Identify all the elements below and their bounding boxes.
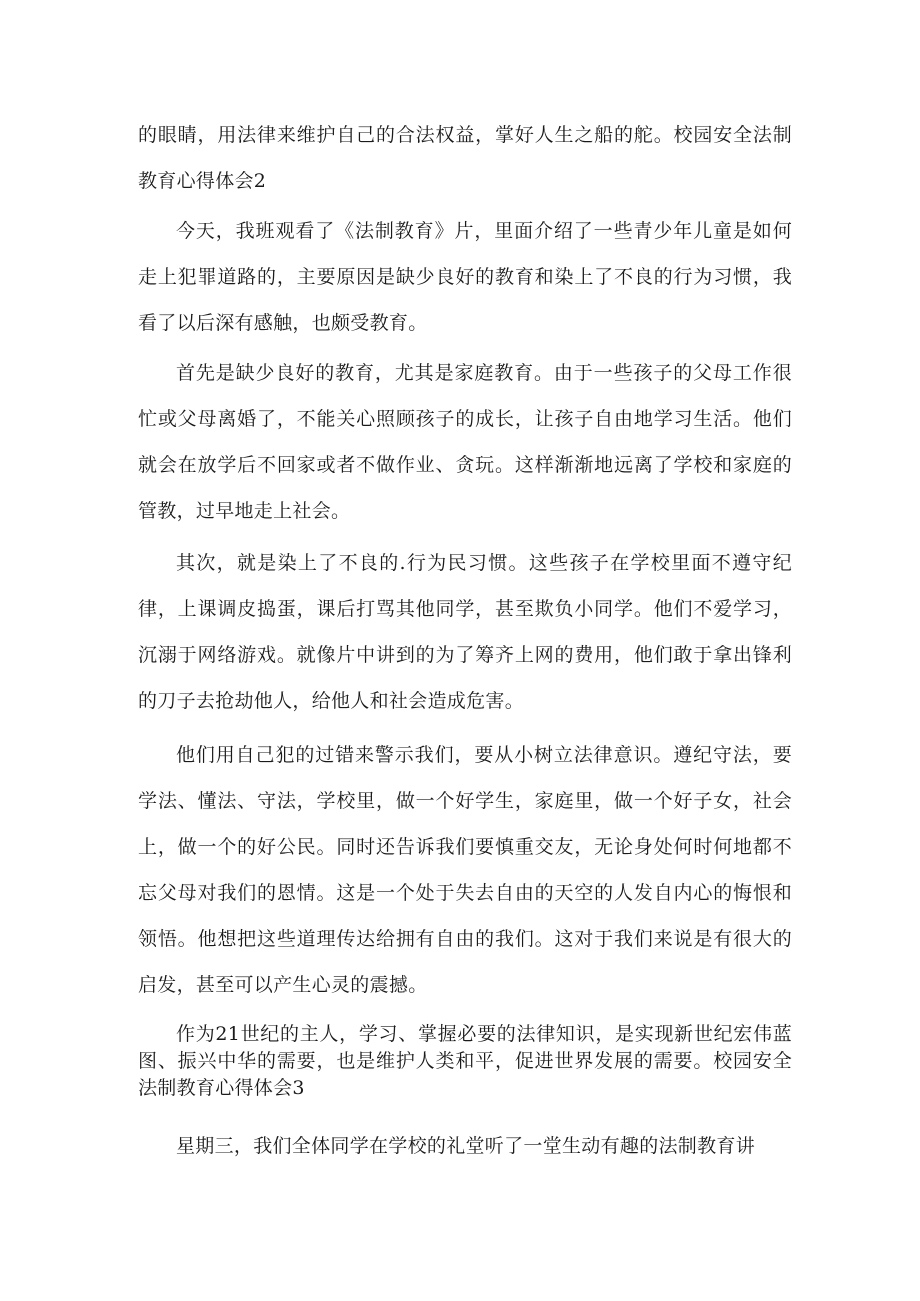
paragraph-2: 今天，我班观看了《法制教育》片，里面介绍了一些青少年儿童是如何走上犯罪道路的，主要原因是缺少良好的教育和染上了不良的行为习惯，我看了以后深有感触，也颇受教育。 [138,220,792,334]
paragraph-3: 首先是缺少良好的教育，尤其是家庭教育。由于一些孩子的父母工作很忙或父母离婚了，不能关心照顾孩子的成长，让孩子自由地学习生活。他们就会在放学后不回家或者不做作业、贪玩。这样渐渐地远离了学校和家庭的管教，过早地走上社会。 [138,362,792,522]
paragraph-5: 他们用自己犯的过错来警示我们，要从小树立法律意识。遵纪守法，要学法、懂法、守法，学校里，做一个好学生，家庭里，做一个好子女，社会上，做一个的好公民。同时还告诉我们要慎重交友，无论身处何时何地都不忘父母对我们的恩情。这是一个处于失去自由的天空的人发自内心的悔恨和领悟。他想把这些道理传达给拥有自由的我们。这对于我们来说是有很大的启发，甚至可以产生心灵的震撼。 [138,744,792,996]
paragraph-1: 的眼睛，用法律来维护自己的合法权益，掌好人生之船的舵。校园安全法制教育心得体会2 [138,124,792,192]
paragraph-7: 星期三，我们全体同学在学校的礼堂听了一堂生动有趣的法制教育讲 [176,1135,756,1157]
paragraph-6: 作为21世纪的主人，学习、掌握必要的法律知识，是实现新世纪宏伟蓝图、振兴中华的需要，也是维护人类和平，促进世界发展的需要。校园安全法制教育心得体会3 [138,1023,792,1099]
paragraph-4: 其次，就是染上了不良的.行为民习惯。这些孩子在学校里面不遵守纪律，上课调皮捣蛋，课后打骂其他同学，甚至欺负小同学。他们不爱学习，沉溺于网络游戏。就像片中讲到的为了筹齐上网的费用，他们敢于拿出锋利的刀子去抢劫他人，给他人和社会造成危害。 [138,552,792,712]
